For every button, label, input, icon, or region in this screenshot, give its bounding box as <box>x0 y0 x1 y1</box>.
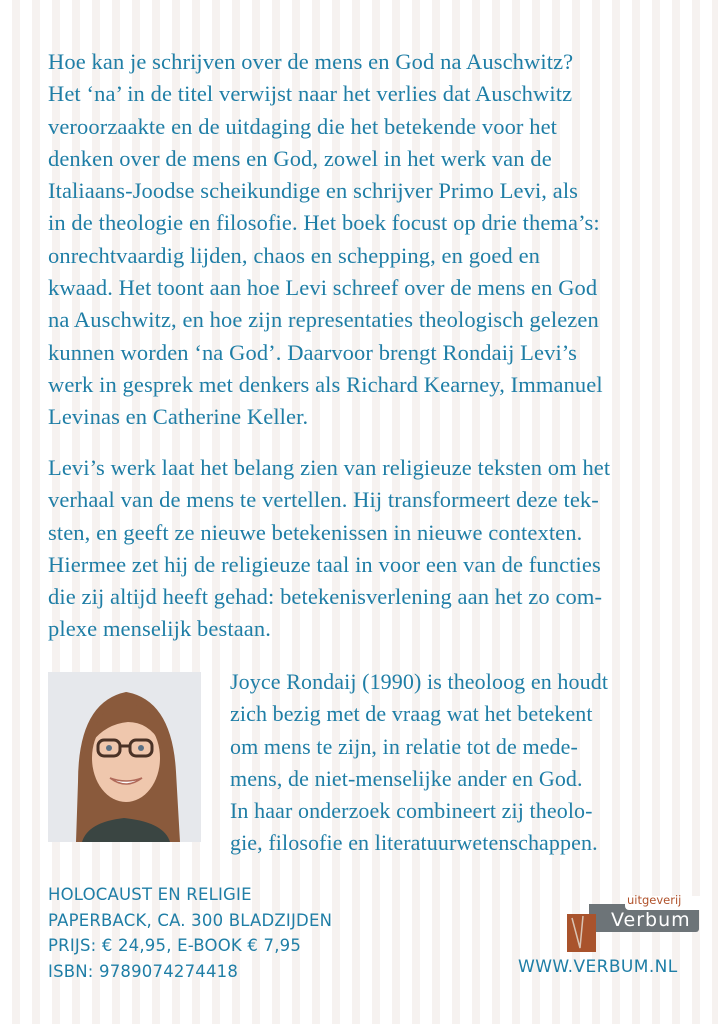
publisher-logo <box>567 893 705 952</box>
text-line: sten, en geeft ze nieuwe betekenissen in nieuwe contexten. <box>48 519 583 545</box>
text-line: kunnen worden ‘na God’. Daarvoor brengt Rondaij Levi’s <box>48 339 578 365</box>
text-line: verhaal van de mens te vertellen. Hij transformeert deze tek- <box>48 487 599 513</box>
text-line: gie, filosofie en literatuurwetenschappen. <box>230 830 598 856</box>
text-line: werk in gesprek met denkers als Richard Kearney, Immanuel <box>48 371 603 397</box>
text-line: in de theologie en filosofie. Het boek focust op drie thema’s: <box>48 210 600 236</box>
text-line: zich bezig met de vraag wat het betekent <box>230 701 593 727</box>
format-label: PAPERBACK, CA. 300 BLADZIJDEN <box>48 910 333 930</box>
text-line: Het ‘na’ in de titel verwijst naar het verlies dat Auschwitz <box>48 81 573 107</box>
logo-small-text: uitgeverij <box>627 893 682 907</box>
logo-v-mark-icon <box>567 914 596 952</box>
text-line: Levinas en Catherine Keller. <box>48 404 309 430</box>
text-line: veroorzaakte en de uitdaging die het betekende voor het <box>48 113 558 139</box>
isbn-label: ISBN: 9789074274418 <box>48 961 239 981</box>
text-line: kwaad. Het toont aan hoe Levi schreef over de mens en God <box>48 275 598 301</box>
text-line: Levi’s werk laat het belang zien van religieuze teksten om het <box>48 455 611 480</box>
logo-big-text: Verbum <box>611 909 691 931</box>
text-line: Italiaans-Joodse scheikundige en schrijver Primo Levi, als <box>48 178 579 204</box>
price-label: PRIJS: € 24,95, E-BOOK € 7,95 <box>48 936 302 955</box>
text-line: denken over de mens en God, zowel in het werk van de <box>48 145 552 171</box>
series-label: HOLOCAUST EN RELIGIE <box>48 885 252 904</box>
author-bio <box>230 666 608 860</box>
text-line: na Auschwitz, en hoe zijn representaties theologisch gelezen <box>48 307 599 333</box>
description-paragraph-1 <box>48 46 603 434</box>
text-line: plexe menselijk bestaan. <box>48 616 271 642</box>
text-line: die zij altijd heeft gehad: betekenisverlening aan het zo com- <box>48 584 603 610</box>
publisher-website-link[interactable]: WWW.VERBUM.NL <box>518 957 678 977</box>
description-paragraph-2 <box>48 452 610 646</box>
text-line: mens, de niet-menselijke ander en God. <box>230 765 583 791</box>
author-photo <box>48 672 201 842</box>
text-line: Hoe kan je schrijven over de mens en God na Auschwitz? <box>48 49 574 74</box>
text-line: In haar onderzoek combineert zij theolo- <box>230 798 593 824</box>
text-line: om mens te zijn, in relatie tot de mede- <box>230 733 578 759</box>
book-info <box>48 882 332 984</box>
text-line: Hiermee zet hij de religieuze taal in voor een van de functies <box>48 551 601 577</box>
text-line: onrechtvaardig lijden, chaos en schepping, en goed en <box>48 242 541 268</box>
text-line: Joyce Rondaij (1990) is theoloog en houdt <box>230 669 609 694</box>
author-portrait-icon <box>48 672 201 842</box>
logo-square-icon <box>567 914 596 952</box>
